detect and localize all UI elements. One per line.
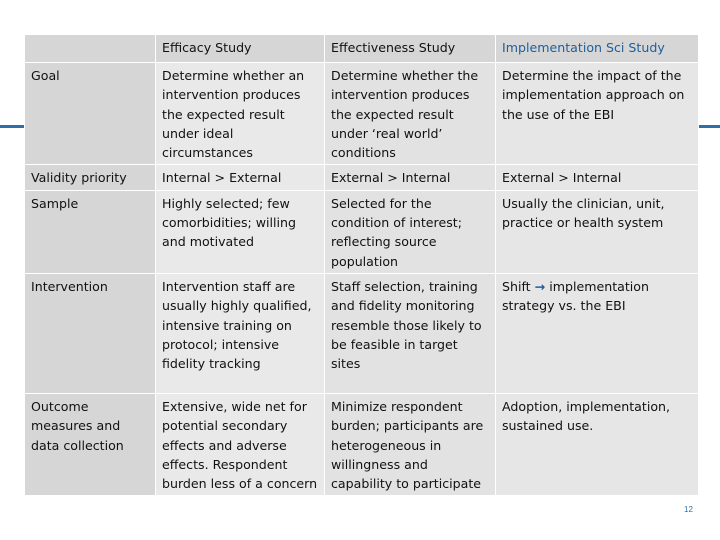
row-label-intervention: Intervention <box>25 273 156 393</box>
cell-outcome-effectiveness: Minimize respondent burden; participants are heterogeneous in willingness and capability to participate <box>325 393 496 495</box>
cell-outcome-implementation: Adoption, implementation, sustained use. <box>496 393 699 495</box>
page-number: 12 <box>684 505 693 514</box>
row-label-goal: Goal <box>25 63 156 165</box>
cell-goal-efficacy: Determine whether an intervention produces the expected result under ideal circumstances <box>156 63 325 165</box>
left-accent-line <box>0 125 24 128</box>
table-header-row <box>25 35 699 63</box>
arrow-right-icon: → <box>534 278 546 294</box>
cell-outcome-efficacy: Extensive, wide net for potential secondary effects and adverse effects. Respondent burden less of a concern <box>156 393 325 495</box>
cell-validity-effectiveness: External > Internal <box>325 165 496 190</box>
right-accent-line <box>698 125 720 128</box>
shift-text: Shift <box>502 278 531 294</box>
cell-intervention-effectiveness: Staff selection, training and fidelity monitoring resemble those likely to be feasible in target sites <box>325 273 496 393</box>
cell-intervention-efficacy: Intervention staff are usually highly qualified, intensive training on protocol; intensive fidelity tracking <box>156 273 325 393</box>
row-label-sample: Sample <box>25 190 156 273</box>
table-row <box>25 273 699 393</box>
cell-sample-effectiveness: Selected for the condition of interest; reflecting source population <box>325 190 496 273</box>
comparison-table <box>24 34 699 496</box>
table-row <box>25 165 699 190</box>
cell-sample-implementation: Usually the clinician, unit, practice or health system <box>496 190 699 273</box>
row-label-validity: Validity priority <box>25 165 156 190</box>
cell-validity-efficacy: Internal > External <box>156 165 325 190</box>
table-row <box>25 190 699 273</box>
header-implementation: Implementation Sci Study <box>496 35 699 63</box>
cell-goal-effectiveness: Determine whether the intervention produces the expected result under ‘real world’ conditions <box>325 63 496 165</box>
cell-sample-efficacy: Highly selected; few comorbidities; willing and motivated <box>156 190 325 273</box>
cell-intervention-implementation <box>496 273 699 393</box>
header-effectiveness: Effectiveness Study <box>325 35 496 63</box>
row-label-outcome: Outcome measures and data collection <box>25 393 156 495</box>
implementation-strategy-text: implementation strategy vs. the EBI <box>502 278 649 314</box>
header-corner-cell <box>25 35 156 63</box>
table-row <box>25 393 699 495</box>
cell-validity-implementation: External > Internal <box>496 165 699 190</box>
table-row <box>25 63 699 165</box>
cell-goal-implementation: Determine the impact of the implementation approach on the use of the EBI <box>496 63 699 165</box>
header-efficacy: Efficacy Study <box>156 35 325 63</box>
